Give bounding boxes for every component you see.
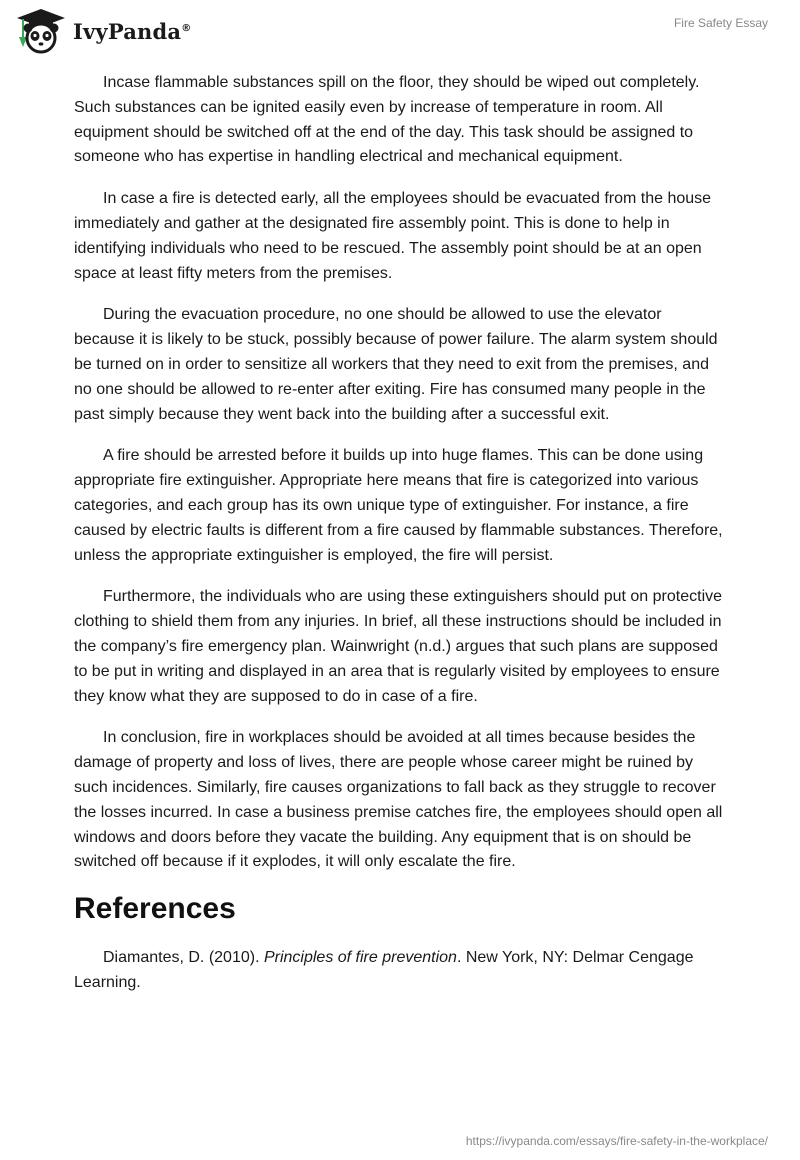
panda-graduate-icon — [15, 7, 67, 55]
references-heading: References — [74, 892, 236, 926]
paragraph: A fire should be arrested before it builds up into huge flames. This can be done using appropriate fire extinguisher. Appropriate here means that fire is categorized into various categories, and each group has its own unique type of extinguisher. For instance, a fire caused by electric faults is different from a fire caused by flammable substances. Therefore, unless the appropriate extinguisher is employed, the fire will persist. — [74, 447, 723, 564]
paragraph: Furthermore, the individuals who are using these extinguishers should put on protective clothing to shield them from any injuries. In brief, all these instructions should be included in the company’s fire emergency plan. Wainwright (n.d.) argues that such plans are supposed to be put in writing and displayed in an area that is regularly visited by employees to ensure they know what they are supposed to do in case of a fire. — [74, 588, 723, 705]
essay-body — [74, 71, 726, 1013]
page-header — [0, 0, 800, 64]
paragraph: Incase flammable substances spill on the floor, they should be wiped out completely. Such substances can be ignited easily even by increase of temperature in room. All equipment should be switched off at the end of the day. This task should be assigned to someone who has expertise in handling electrical and mechanical equipment. — [74, 74, 700, 166]
reference-item: Diamantes, D. (2010). Principles of fire prevention. New York, NY: Delmar Cengage Learning. — [74, 949, 694, 991]
document-title: Fire Safety Essay — [673, 16, 768, 30]
paragraph: During the evacuation procedure, no one should be allowed to use the elevator because it is likely to be stuck, possibly because of power failure. The alarm system should be turned on in order to sensitize all workers that they need to exit from the premises, and no one should be allowed to re-enter after exiting. Fire has consumed many people in the past simply because they went back into the building after a successful exit. — [74, 306, 718, 423]
ivypanda-logo[interactable] — [15, 7, 191, 55]
reference-title: Principles of fire prevention — [263, 949, 457, 967]
brand-name: IvyPanda® — [73, 18, 192, 44]
paragraph: In case a fire is detected early, all the employees should be evacuated from the house immediately and gather at the designated fire assembly point. This is done to help in identifying individuals who need to be rescued. The assembly point should be at an open space at least fifty meters from the premises. — [74, 190, 712, 282]
paragraph: In conclusion, fire in workplaces should be avoided at all times because besides the damage of property and loss of lives, there are people whose career might be ruined by such incidences. Similarly, fire causes organizations to fall back as they struggle to recover the losses incurred. In case a business premise catches fire, the employees should open all windows and doors before they vacate the building. Any equipment that is on should be switched off because if it explodes, it will only escalate the fire. — [74, 729, 723, 871]
source-url[interactable]: https://ivypanda.com/essays/fire-safety-in-the-workplace/ — [465, 1134, 768, 1148]
